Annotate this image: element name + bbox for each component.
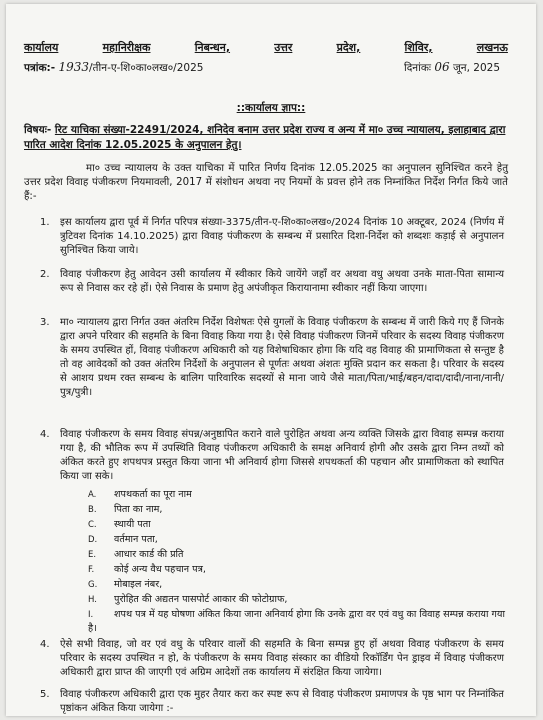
header-pradesh: प्रदेश, bbox=[336, 41, 361, 54]
sub-item bbox=[88, 608, 508, 635]
sub-item bbox=[88, 518, 508, 532]
header-camp: शिविर, bbox=[404, 41, 433, 54]
sub-item bbox=[88, 563, 508, 577]
date-line bbox=[404, 60, 500, 75]
reference-number bbox=[24, 60, 203, 75]
item-number: 4. bbox=[40, 429, 50, 440]
sub-letter: B. bbox=[88, 505, 97, 515]
list-item bbox=[40, 688, 504, 716]
document-page bbox=[6, 4, 536, 716]
subject-line bbox=[24, 123, 508, 153]
subject-label: विषयः- bbox=[24, 124, 52, 136]
sub-letter: F. bbox=[88, 565, 95, 575]
sub-letter: E. bbox=[88, 550, 97, 560]
header-office: कार्यालय bbox=[24, 41, 59, 54]
item-number: 5. bbox=[40, 689, 50, 700]
subject-text: रिट याचिका संख्या-22491/2024, शनिदेव बनाम उत्तर प्रदेश राज्य व अन्य में मा० उच्च न्यायालय, इलाहाबाद द्वारा पारित आदेश दिनांक 12.05.2025 के अनुपालन हेतु। bbox=[24, 124, 506, 151]
sub-text: स्थायी पता bbox=[114, 519, 151, 530]
list-item bbox=[40, 268, 504, 296]
date-label: दिनांकः bbox=[404, 62, 432, 74]
sub-item bbox=[88, 488, 508, 502]
header-dept: निबन्धन, bbox=[194, 41, 231, 54]
header-post: महानिरीक्षक bbox=[102, 41, 151, 54]
sub-letter: H. bbox=[88, 595, 97, 605]
sub-letter: G. bbox=[88, 580, 98, 590]
sub-item bbox=[88, 548, 508, 562]
ref-label: पत्रांक:- bbox=[24, 62, 56, 74]
intro-paragraph: मा० उच्च न्यायालय के उक्त याचिका में पारित निर्णय दिनांक 12.05.2025 का अनुपालन सुनिश्चित करने हेतु उत्तर प्रदेश विवाह पंजीकरण नियमावली, 2017 में संशोधन अथवा नए नियमों के प्रवत्त होने तक निम्नांकित निर्देश निर्गत किये जाते हैं:- bbox=[24, 163, 508, 202]
item-number: 4. bbox=[40, 639, 50, 650]
list-item bbox=[40, 216, 504, 258]
date-handwritten-day: 06 bbox=[434, 60, 450, 74]
sub-item bbox=[88, 533, 508, 547]
sub-letter: C. bbox=[88, 520, 97, 530]
notice-title: ::कार्यालय ज्ञाप:: bbox=[236, 102, 306, 114]
list-item bbox=[40, 428, 504, 484]
item-text: ऐसे सभी विवाह, जो वर एवं वधु के परिवार वालों की सहमति के बिना सम्पन्न हुए हों अथवा विवाह पंजीकरण के समय परिवार के सदस्य उपस्थित न हो, के पंजीकरण के समय विवाह संस्कार का वीडियो रिकॉर्डिंग पेन ड्राइव में विवाह पंजीकरण अधिकारी द्वारा प्राप्त की जाएगी एवं अग्रिम आदेशों तक कार्यालय में संरक्षित किया जायेगा। bbox=[60, 639, 504, 678]
sub-item bbox=[88, 503, 508, 517]
header-city: लखनऊ bbox=[476, 41, 508, 54]
ref-handwritten-number: 1933 bbox=[58, 60, 89, 74]
list-item bbox=[40, 316, 504, 400]
sub-letter: I. bbox=[88, 610, 94, 620]
sub-text: कोई अन्य वैध पहचान पत्र, bbox=[114, 564, 206, 575]
item-text: विवाह पंजीकरण अधिकारी द्वारा एक मुहर तैयार करा कर स्पष्ट रूप से विवाह पंजीकरण प्रमाणपत्र के पृष्ठ भाग पर निम्नांकित पृष्ठांकन अंकित किया जायेगा :- bbox=[60, 689, 504, 714]
sub-text: वर्तमान पता, bbox=[114, 534, 158, 545]
ref-rest: /तीन-ए-शि०का०लख०/2025 bbox=[89, 62, 204, 74]
sub-item bbox=[88, 578, 508, 592]
item-number: 2. bbox=[40, 269, 50, 280]
sub-letter: A. bbox=[88, 490, 97, 500]
list-item bbox=[40, 638, 504, 680]
item-text: विवाह पंजीकरण के समय विवाह संपन्न/अनुष्ठापित कराने वाले पुरोहित अथवा अन्य व्यक्ति जिसके द्वारा विवाह सम्पन्न कराया गया है, की भौतिक रूप में उपस्थिति विवाह पंजीकरण अधिकारी के समक्ष अनिवार्य होगी और उसके द्वारा निम्न तथ्यों को अंकित करते हुए शपथपत्र प्रस्तुत किया जाना भी अनिवार्य होगा जिससे शपथकर्ता की पहचान और प्रामाणिकता को स्थापित किया जा सके। bbox=[60, 429, 504, 482]
office-header bbox=[24, 40, 508, 55]
date-rest: जून, 2025 bbox=[453, 62, 501, 74]
item-number: 3. bbox=[40, 317, 50, 328]
header-state: उत्तर bbox=[274, 41, 293, 54]
item-text: इस कार्यालय द्वारा पूर्व में निर्गत परिपत्र संख्या-3375/तीन-ए-शि०का०लख०/2024 दिनांक 10 अक्टूबर, 2024 (निर्णय में त्रुटिवश दिनांक 14.10.2025) द्वारा विवाह पंजीकरण के सम्बन्ध में प्रसारित दिशा-निर्देश को शब्दशः कड़ाई से अनुपालन सुनिश्चित किया जाये। bbox=[60, 217, 504, 256]
item-text: मा० न्यायालय द्वारा निर्गत उक्त अंतरिम निर्देश विशेषतः ऐसे युगलों के विवाह पंजीकरण के सम्बन्ध में जारी किये गए हैं जिनके द्वारा अपने परिवार की सहमति के बिना विवाह किया गया है। ऐसे विवाह पंजीकरण जिनमें परिवार के सदस्य विवाह पंजीकरण के समय उपस्थित हों, विवाह पंजीकरण अधिकारी को यह विशेषाधिकार होगा कि यदि वह विवाह की प्रामाणिकता से सन्तुष्ट है तो वह आवेदकों को उक्त अंतरिम निर्देशों के अनुपालन से पूर्णतः अथवा अंशतः मुक्ति प्रदान कर सकता है। परिवार के सदस्य से आशय प्रथम रक्त सम्बन्ध के बालिग पारिवारिक सदस्यों से माना जाये जैसे माता/पिता/भाई/बहन/दादा/दादी/नाना/नानी/पुत्र/पुत्री। bbox=[60, 317, 504, 398]
sub-item bbox=[88, 593, 508, 607]
sub-text: आधार कार्ड की प्रति bbox=[114, 549, 184, 560]
item-number: 1. bbox=[40, 217, 50, 228]
sub-text: शपथकर्ता का पूरा नाम bbox=[114, 489, 192, 500]
item-text: विवाह पंजीकरण हेतु आवेदन उसी कार्यालय में स्वीकार किये जायेंगे जहाँ वर अथवा वधु अथवा उनके माता-पिता सामान्य रूप से निवास कर रहे हों। ऐसे निवास के प्रमाण हेतु अपंजीकृत किरायानामा स्वीकार नहीं किया जाएगा। bbox=[60, 269, 504, 294]
sub-letter: D. bbox=[88, 535, 98, 545]
sub-text: पिता का नाम, bbox=[114, 504, 163, 515]
sub-text: मोबाइल नंबर, bbox=[114, 579, 163, 590]
sub-text: शपथ पत्र में यह घोषणा अंकित किया जाना अनिवार्य होगा कि उनके द्वारा वर एवं वधु का विवाह सम्पन्न कराया गया है। bbox=[88, 609, 505, 634]
sub-text: पुरोहित की अद्यतन पासपोर्ट आकार की फोटोग्राफ, bbox=[114, 594, 288, 605]
